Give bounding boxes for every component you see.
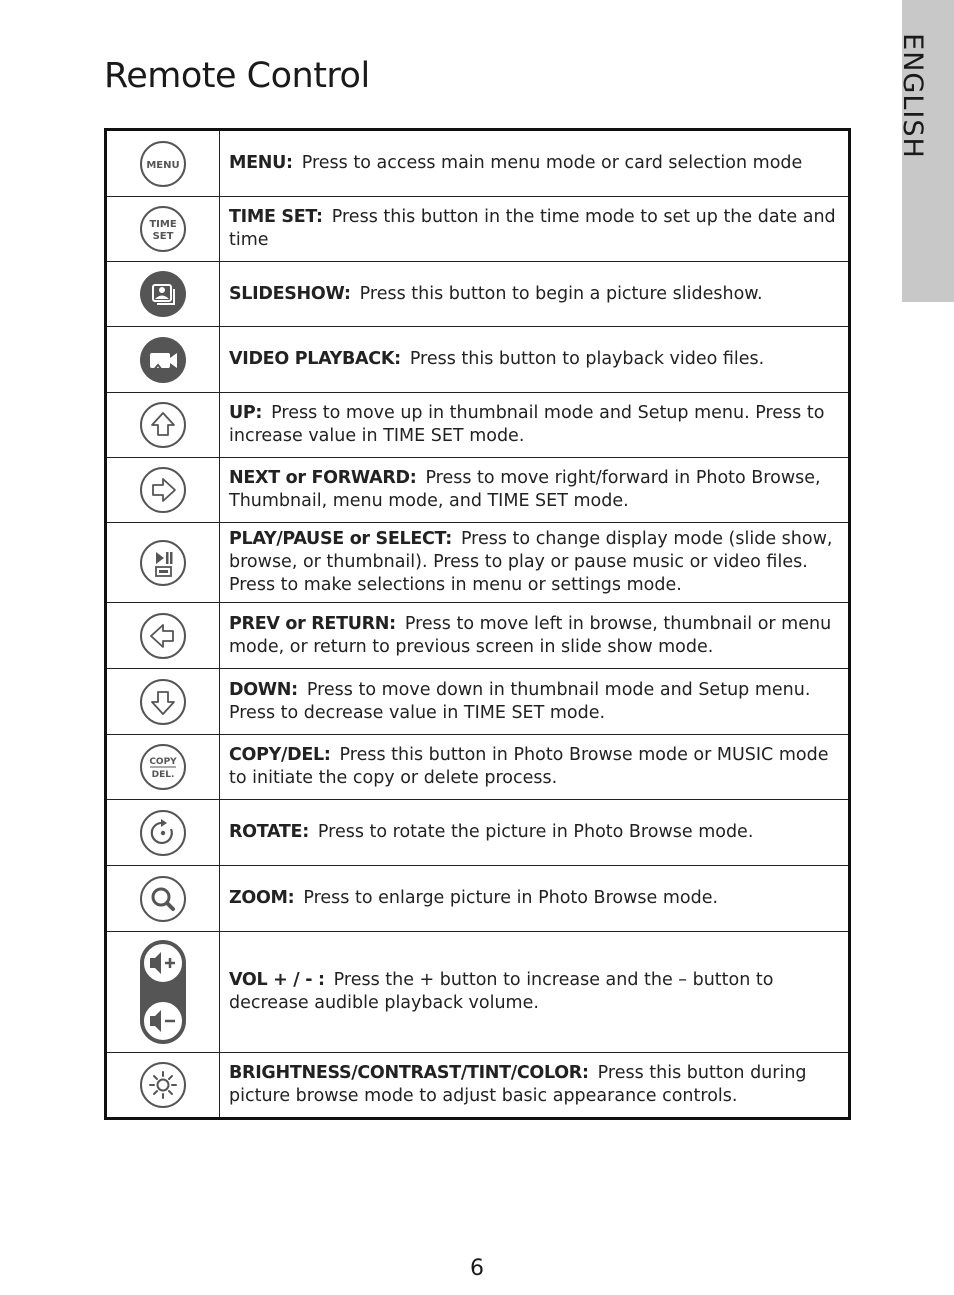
menu-button-icon bbox=[139, 140, 187, 188]
term: DOWN: bbox=[229, 679, 298, 700]
page-title: Remote Control bbox=[104, 56, 370, 96]
remote-control-table bbox=[104, 128, 851, 1120]
description: Press this button to playback video files. bbox=[409, 349, 765, 369]
table-row bbox=[106, 603, 850, 669]
slideshow-icon bbox=[139, 270, 187, 318]
table-row bbox=[106, 327, 850, 393]
table-row bbox=[106, 669, 850, 735]
description: Press to change display mode (slide show, browse, or thumbnail). Press to play or pause music or video files. Press to make selections in menu or settings mode. bbox=[229, 529, 833, 595]
term: UP: bbox=[229, 403, 263, 423]
video-camera-icon bbox=[139, 336, 187, 384]
table-row bbox=[106, 393, 850, 458]
description: Press to move up in thumbnail mode and Setup menu. Press to increase value in TIME SET mode. bbox=[229, 403, 825, 446]
table-row bbox=[106, 800, 850, 866]
description: Press to access main menu mode or card selection mode bbox=[301, 153, 803, 173]
description: Press to move down in thumbnail mode and Setup menu. Press to decrease value in TIME SET mode. bbox=[229, 679, 811, 723]
table-row bbox=[106, 262, 850, 327]
copy-delete-button-icon bbox=[139, 743, 187, 791]
page-number: 6 bbox=[470, 1256, 484, 1281]
time-set-icon-label-bottom: SET bbox=[152, 231, 174, 242]
term: COPY/DEL: bbox=[229, 745, 331, 765]
table-row bbox=[106, 866, 850, 932]
term: BRIGHTNESS/CONTRAST/TINT/COLOR: bbox=[229, 1063, 589, 1083]
table-row bbox=[106, 197, 850, 262]
down-arrow-icon bbox=[139, 678, 187, 726]
description: Press to move right/forward in Photo Browse, Thumbnail, menu mode, and TIME SET mode. bbox=[229, 468, 821, 511]
table-row bbox=[106, 458, 850, 523]
description: Press this button during picture browse mode to adjust basic appearance controls. bbox=[229, 1063, 807, 1106]
copy-icon-label: COPY bbox=[149, 757, 177, 767]
term: PREV or RETURN: bbox=[229, 613, 396, 634]
table-row bbox=[106, 735, 850, 800]
term: ROTATE: bbox=[229, 822, 309, 842]
left-arrow-icon bbox=[139, 612, 187, 660]
description: Press the + button to increase and the – button to decrease audible playback volume. bbox=[229, 970, 774, 1013]
language-tab bbox=[897, 0, 954, 302]
language-tab-label: ENGLISH bbox=[897, 33, 928, 159]
term: SLIDESHOW: bbox=[229, 283, 351, 304]
term: TIME SET: bbox=[229, 207, 323, 227]
term: PLAY/PAUSE or SELECT: bbox=[229, 529, 452, 549]
volume-rocker-icon bbox=[138, 937, 188, 1047]
brightness-icon bbox=[139, 1061, 187, 1109]
play-pause-icon bbox=[139, 539, 187, 587]
term: VOL + / - : bbox=[229, 970, 325, 990]
description: Press to enlarge picture in Photo Browse mode. bbox=[303, 888, 719, 908]
description: Press this button in the time mode to set up the date and time bbox=[229, 207, 836, 250]
delete-icon-label: DEL. bbox=[151, 770, 175, 780]
menu-button-icon-label: MENU bbox=[146, 159, 180, 171]
table-row bbox=[106, 1053, 850, 1119]
table-row bbox=[106, 130, 850, 197]
right-arrow-icon bbox=[139, 466, 187, 514]
term: ZOOM: bbox=[229, 888, 295, 908]
description: Press this button to begin a picture slideshow. bbox=[359, 283, 763, 304]
term: VIDEO PLAYBACK: bbox=[229, 349, 401, 369]
up-arrow-icon bbox=[139, 401, 187, 449]
term: MENU: bbox=[229, 153, 293, 173]
zoom-icon bbox=[139, 875, 187, 923]
rotate-icon bbox=[139, 809, 187, 857]
description: Press this button in Photo Browse mode or MUSIC mode to initiate the copy or delete process. bbox=[229, 745, 829, 788]
time-set-icon-label-top: TIME bbox=[149, 219, 177, 230]
description: Press to rotate the picture in Photo Browse mode. bbox=[317, 822, 754, 842]
table-row bbox=[106, 523, 850, 603]
time-set-button-icon bbox=[139, 205, 187, 253]
term: NEXT or FORWARD: bbox=[229, 468, 417, 488]
description: Press to move left in browse, thumbnail or menu mode, or return to previous screen in slide show mode. bbox=[229, 613, 832, 657]
table-row bbox=[106, 932, 850, 1053]
